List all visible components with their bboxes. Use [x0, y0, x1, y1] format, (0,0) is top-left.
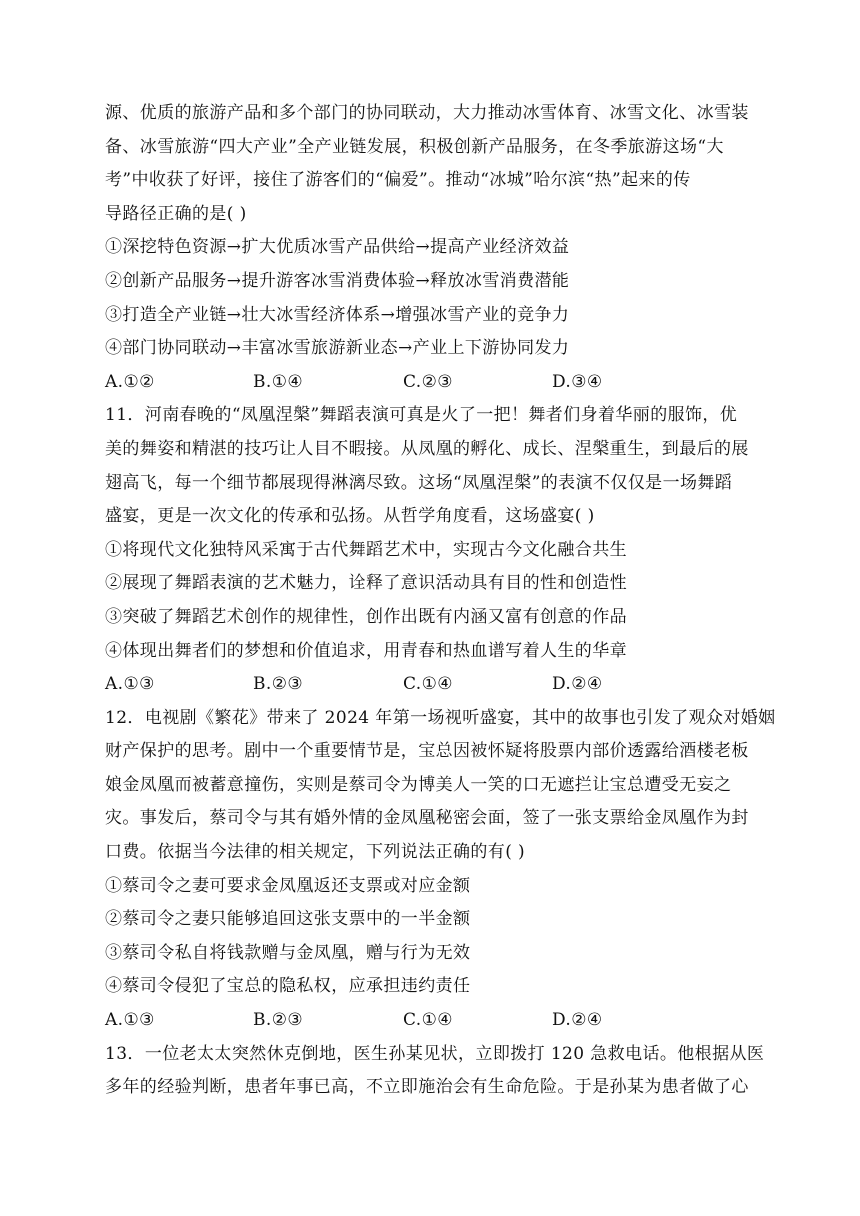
q11-options [105, 668, 755, 702]
q11-item: ①将现代文化独特风采寓于古代舞蹈艺术中，实现古今文化融合共生 [105, 539, 627, 560]
q12-stem-line: 娘金凤凰而被蓄意撞伤，实则是蔡司令为博美人一笑的口无遮拦让宝总遭受无妄之 [105, 774, 732, 795]
q10-stem-line: 备、冰雪旅游“四大产业”全产业链发展，积极创新产品服务，在冬季旅游这场“大 [105, 136, 724, 157]
q11-option-a: A.①③ [105, 674, 155, 695]
q10-option-d: D.③④ [552, 371, 603, 392]
q13-stem-line: 13．一位老太太突然休克倒地，医生孙某见状，立即拨打 120 急救电话。他根据从医 [105, 1043, 765, 1064]
question-11 [105, 399, 755, 701]
q12-stem-line: 12．电视剧《繁花》带来了 2024 年第一场视听盛宴，其中的故事也引发了观众对婚姻 [105, 707, 776, 728]
q11-option-c: C.①④ [403, 674, 453, 695]
q12-stem-line: 财产保护的思考。剧中一个重要情节是，宝总因被怀疑将股票内部价透露给酒楼老板 [105, 741, 749, 762]
q11-item: ②展现了舞蹈表演的艺术魅力，诠释了意识活动具有目的性和创造性 [105, 573, 627, 594]
q10-option-b: B.①④ [253, 371, 303, 392]
q11-stem-line: 11．河南春晚的“凤凰涅槃”舞蹈表演可真是火了一把！舞者们身着华丽的服饰，优 [105, 405, 738, 426]
q12-item: ④蔡司令侵犯了宝总的隐私权，应承担违约责任 [105, 976, 471, 997]
q12-option-c: C.①④ [403, 1010, 453, 1031]
q11-item: ③突破了舞蹈艺术创作的规律性，创作出既有内涵又富有创意的作品 [105, 606, 627, 627]
question-12 [105, 702, 776, 1038]
question-10 [105, 97, 755, 399]
q10-stem-line: 考”中收获了好评，接住了游客们的“偏爱”。推动“冰城”哈尔滨“热”起来的传 [105, 170, 691, 191]
q10-item: ②创新产品服务→提升游客冰雪消费体验→释放冰雪消费潜能 [105, 270, 570, 291]
q12-option-d: D.②④ [552, 1010, 603, 1031]
q11-option-d: D.②④ [552, 674, 603, 695]
q10-option-a: A.①② [105, 371, 155, 392]
q12-options [105, 1004, 755, 1038]
q11-option-b: B.②③ [253, 674, 303, 695]
q11-item: ④体现出舞者们的梦想和价值追求，用青春和热血谱写着人生的华章 [105, 640, 627, 661]
q10-stem-line: 源、优质的旅游产品和多个部门的协同联动，大力推动冰雪体育、冰雪文化、冰雪装 [105, 103, 749, 123]
q13-stem-line: 多年的经验判断，患者年事已高，不立即施治会有生命危险。于是孙某为患者做了心 [105, 1077, 749, 1098]
q11-stem-line: 翅高飞，每一个细节都展现得淋漓尽致。这场“凤凰涅槃”的表演不仅仅是一场舞蹈 [105, 472, 733, 493]
q10-item: ③打造全产业链→壮大冰雪经济体系→增强冰雪产业的竞争力 [105, 304, 570, 325]
q12-stem-line: 口费。依据当今法律的相关规定，下列说法正确的有( ) [105, 842, 526, 863]
q12-option-a: A.①③ [105, 1010, 155, 1031]
q12-stem-line: 灾。事发后，蔡司令与其有婚外情的金凤凰秘密会面，签了一张支票给金凤凰作为封 [105, 808, 749, 829]
q10-option-c: C.②③ [403, 371, 453, 392]
q10-item: ④部门协同联动→丰富冰雪旅游新业态→产业上下游协同发力 [105, 338, 570, 359]
q12-item: ①蔡司令之妻可要求金凤凰返还支票或对应金额 [105, 875, 471, 896]
q10-options [105, 366, 755, 400]
question-13 [105, 1038, 765, 1105]
q12-item: ③蔡司令私自将钱款赠与金凤凰，赠与行为无效 [105, 942, 471, 963]
exam-page [105, 97, 776, 1105]
q12-item: ②蔡司令之妻只能够追回这张支票中的一半金额 [105, 909, 471, 930]
q12-option-b: B.②③ [253, 1010, 303, 1031]
q10-item: ①深挖特色资源→扩大优质冰雪产品供给→提高产业经济效益 [105, 237, 570, 258]
q11-stem-line: 美的舞姿和精湛的技巧让人目不暇接。从凤凰的孵化、成长、涅槃重生，到最后的展 [105, 438, 749, 459]
q11-stem-line: 盛宴，更是一次文化的传承和弘扬。从哲学角度看，这场盛宴( ) [105, 506, 595, 527]
q10-stem-line: 导路径正确的是( ) [105, 203, 247, 224]
